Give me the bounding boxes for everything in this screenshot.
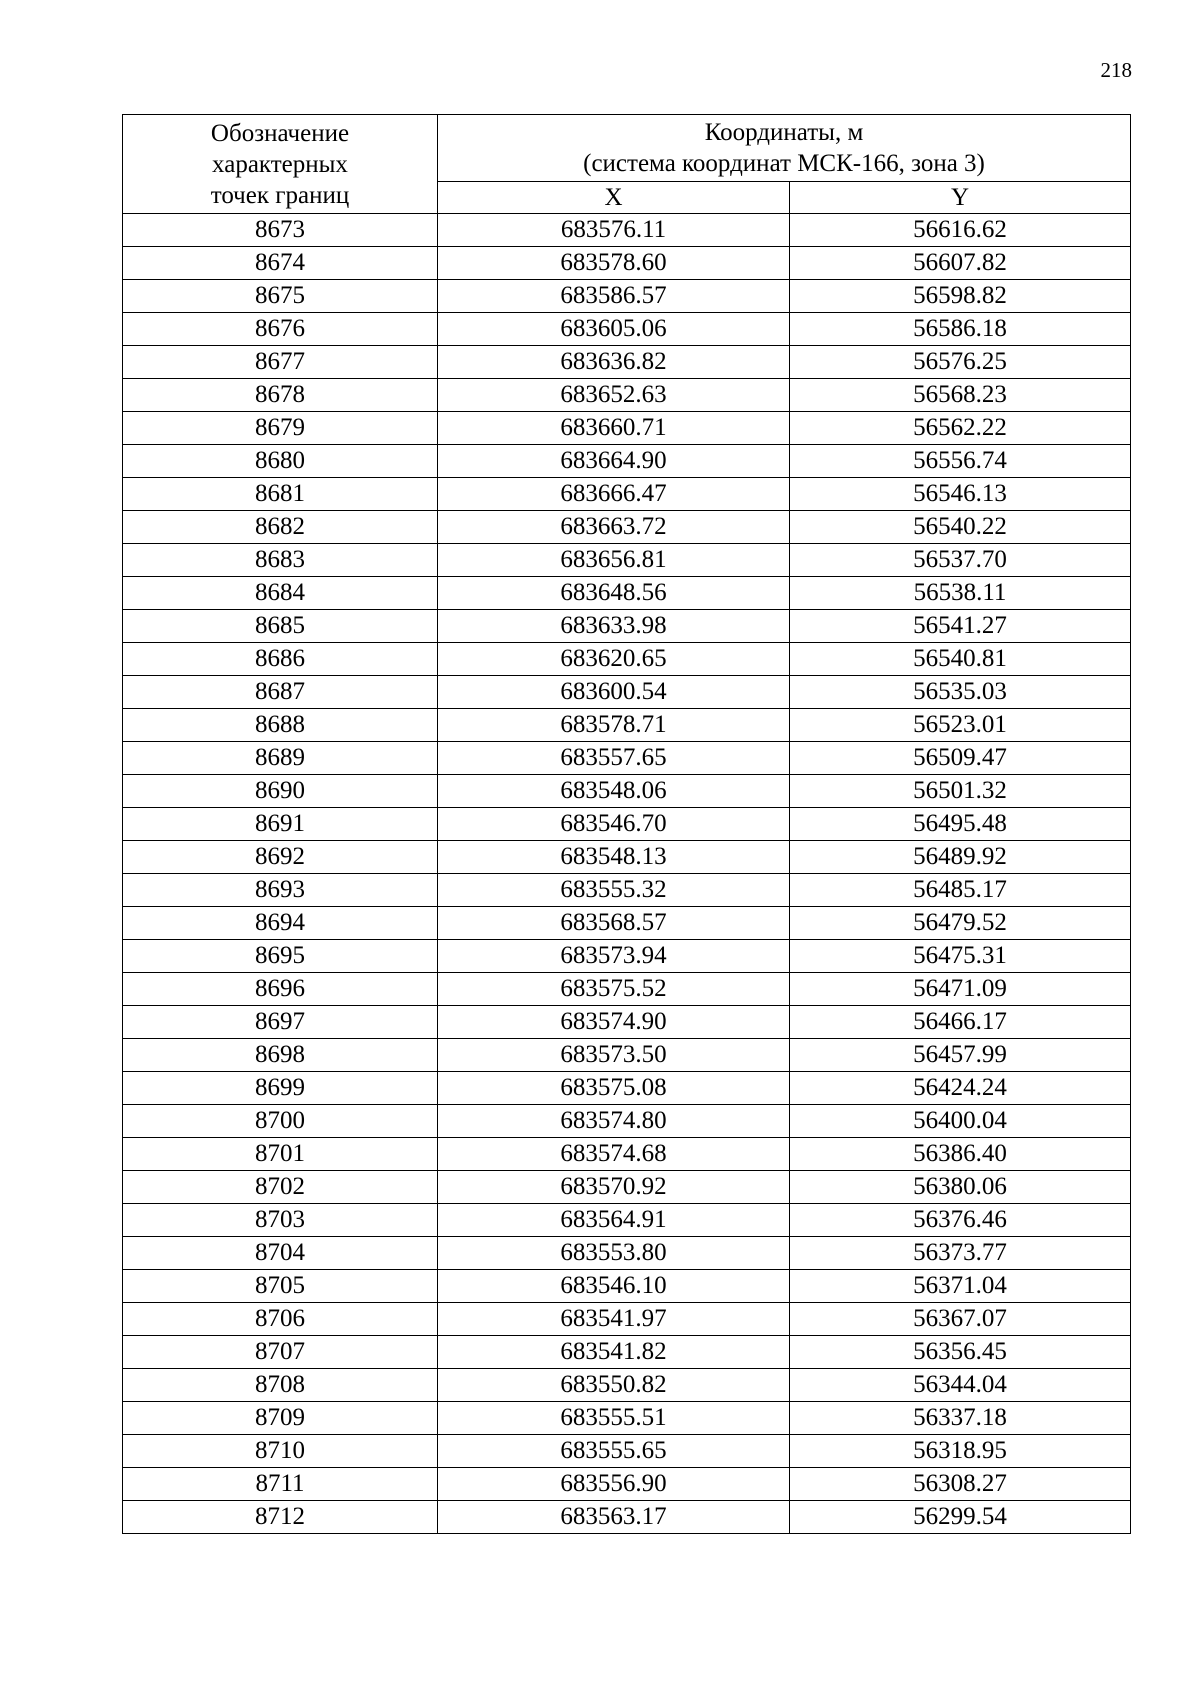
point-id-cell: 8690 <box>123 775 438 808</box>
coordinates-header <box>438 115 1131 182</box>
x-coordinate-cell: 683578.71 <box>438 709 790 742</box>
point-id-cell: 8701 <box>123 1138 438 1171</box>
table-row <box>123 280 1131 313</box>
x-coordinate-cell: 683586.57 <box>438 280 790 313</box>
point-id-cell: 8698 <box>123 1039 438 1072</box>
y-coordinate-cell: 56485.17 <box>790 874 1131 907</box>
table-row <box>123 1039 1131 1072</box>
point-id-cell: 8709 <box>123 1402 438 1435</box>
table-row <box>123 1303 1131 1336</box>
table-row <box>123 1105 1131 1138</box>
table-row <box>123 874 1131 907</box>
x-coordinate-cell: 683633.98 <box>438 610 790 643</box>
table-row <box>123 742 1131 775</box>
table-row <box>123 511 1131 544</box>
point-header-line-1: Обозначение <box>210 119 350 147</box>
y-coordinate-cell: 56540.81 <box>790 643 1131 676</box>
y-coordinate-cell: 56537.70 <box>790 544 1131 577</box>
y-coordinate-cell: 56308.27 <box>790 1468 1131 1501</box>
point-id-cell: 8691 <box>123 808 438 841</box>
point-id-cell: 8681 <box>123 478 438 511</box>
y-coordinate-cell: 56356.45 <box>790 1336 1131 1369</box>
x-coordinate-cell: 683573.94 <box>438 940 790 973</box>
point-id-cell: 8695 <box>123 940 438 973</box>
y-coordinate-cell: 56367.07 <box>790 1303 1131 1336</box>
table-row <box>123 1204 1131 1237</box>
point-id-cell: 8684 <box>123 577 438 610</box>
x-coordinate-cell: 683564.91 <box>438 1204 790 1237</box>
point-id-cell: 8703 <box>123 1204 438 1237</box>
y-coordinate-cell: 56540.22 <box>790 511 1131 544</box>
point-id-cell: 8702 <box>123 1171 438 1204</box>
x-coordinate-cell: 683652.63 <box>438 379 790 412</box>
x-coordinate-cell: 683574.80 <box>438 1105 790 1138</box>
point-id-cell: 8707 <box>123 1336 438 1369</box>
table-row <box>123 610 1131 643</box>
x-column-header: X <box>438 181 790 213</box>
point-id-cell: 8679 <box>123 412 438 445</box>
x-coordinate-cell: 683541.82 <box>438 1336 790 1369</box>
point-id-cell: 8708 <box>123 1369 438 1402</box>
x-coordinate-cell: 683573.50 <box>438 1039 790 1072</box>
x-coordinate-cell: 683636.82 <box>438 346 790 379</box>
point-id-cell: 8692 <box>123 841 438 874</box>
y-coordinate-cell: 56457.99 <box>790 1039 1131 1072</box>
table-row <box>123 478 1131 511</box>
x-coordinate-cell: 683568.57 <box>438 907 790 940</box>
table-row <box>123 1501 1131 1534</box>
y-coordinate-cell: 56495.48 <box>790 808 1131 841</box>
table-row <box>123 1171 1131 1204</box>
x-coordinate-cell: 683575.08 <box>438 1072 790 1105</box>
point-id-cell: 8687 <box>123 676 438 709</box>
point-id-cell: 8685 <box>123 610 438 643</box>
coordinates-header-line-2: (система координат МСК-166, зона 3) <box>583 149 985 177</box>
point-id-cell: 8677 <box>123 346 438 379</box>
table-row <box>123 643 1131 676</box>
page-number: 218 <box>1100 58 1132 82</box>
point-id-cell: 8705 <box>123 1270 438 1303</box>
point-id-cell: 8712 <box>123 1501 438 1534</box>
x-coordinate-cell: 683575.52 <box>438 973 790 1006</box>
coordinates-table <box>122 114 1131 1534</box>
y-coordinate-cell: 56616.62 <box>790 214 1131 247</box>
x-coordinate-cell: 683663.72 <box>438 511 790 544</box>
x-coordinate-cell: 683600.54 <box>438 676 790 709</box>
x-coordinate-cell: 683546.70 <box>438 808 790 841</box>
x-coordinate-cell: 683605.06 <box>438 313 790 346</box>
table-body <box>123 214 1131 1534</box>
table-row <box>123 379 1131 412</box>
y-coordinate-cell: 56501.32 <box>790 775 1131 808</box>
x-coordinate-cell: 683555.65 <box>438 1435 790 1468</box>
table-row <box>123 247 1131 280</box>
point-id-cell: 8689 <box>123 742 438 775</box>
y-coordinate-cell: 56562.22 <box>790 412 1131 445</box>
x-coordinate-cell: 683555.51 <box>438 1402 790 1435</box>
point-id-cell: 8704 <box>123 1237 438 1270</box>
y-coordinate-cell: 56489.92 <box>790 841 1131 874</box>
point-id-cell: 8680 <box>123 445 438 478</box>
y-coordinate-cell: 56373.77 <box>790 1237 1131 1270</box>
y-coordinate-cell: 56523.01 <box>790 709 1131 742</box>
x-coordinate-cell: 683660.71 <box>438 412 790 445</box>
y-column-header: Y <box>790 181 1131 213</box>
x-coordinate-cell: 683553.80 <box>438 1237 790 1270</box>
coordinates-header-line-1: Координаты, м <box>704 118 864 146</box>
table-row <box>123 973 1131 1006</box>
y-coordinate-cell: 56586.18 <box>790 313 1131 346</box>
y-coordinate-cell: 56556.74 <box>790 445 1131 478</box>
table-row <box>123 544 1131 577</box>
table-row <box>123 445 1131 478</box>
y-coordinate-cell: 56509.47 <box>790 742 1131 775</box>
x-coordinate-cell: 683570.92 <box>438 1171 790 1204</box>
table-row <box>123 1369 1131 1402</box>
y-coordinate-cell: 56607.82 <box>790 247 1131 280</box>
y-coordinate-cell: 56576.25 <box>790 346 1131 379</box>
y-coordinate-cell: 56471.09 <box>790 973 1131 1006</box>
y-coordinate-cell: 56337.18 <box>790 1402 1131 1435</box>
x-coordinate-cell: 683576.11 <box>438 214 790 247</box>
x-coordinate-cell: 683574.68 <box>438 1138 790 1171</box>
point-header-line-3: точек границ <box>210 181 350 209</box>
table-row <box>123 1468 1131 1501</box>
point-designation-header <box>123 115 438 214</box>
point-id-cell: 8674 <box>123 247 438 280</box>
y-coordinate-cell: 56380.06 <box>790 1171 1131 1204</box>
point-id-cell: 8675 <box>123 280 438 313</box>
point-header-line-2: характерных <box>212 150 348 178</box>
point-id-cell: 8706 <box>123 1303 438 1336</box>
table-row <box>123 940 1131 973</box>
point-id-cell: 8686 <box>123 643 438 676</box>
y-coordinate-cell: 56546.13 <box>790 478 1131 511</box>
point-id-cell: 8710 <box>123 1435 438 1468</box>
point-id-cell: 8688 <box>123 709 438 742</box>
x-coordinate-cell: 683550.82 <box>438 1369 790 1402</box>
y-coordinate-cell: 56479.52 <box>790 907 1131 940</box>
table-row <box>123 1138 1131 1171</box>
table-row <box>123 1435 1131 1468</box>
x-coordinate-cell: 683664.90 <box>438 445 790 478</box>
table-header <box>123 115 1131 214</box>
point-id-cell: 8711 <box>123 1468 438 1501</box>
y-coordinate-cell: 56386.40 <box>790 1138 1131 1171</box>
table-row <box>123 709 1131 742</box>
table-row <box>123 775 1131 808</box>
x-coordinate-cell: 683557.65 <box>438 742 790 775</box>
point-id-cell: 8676 <box>123 313 438 346</box>
x-coordinate-cell: 683548.13 <box>438 841 790 874</box>
x-coordinate-cell: 683656.81 <box>438 544 790 577</box>
point-id-cell: 8697 <box>123 1006 438 1039</box>
x-coordinate-cell: 683648.56 <box>438 577 790 610</box>
y-coordinate-cell: 56541.27 <box>790 610 1131 643</box>
table-row <box>123 676 1131 709</box>
y-coordinate-cell: 56299.54 <box>790 1501 1131 1534</box>
x-coordinate-cell: 683666.47 <box>438 478 790 511</box>
point-id-cell: 8678 <box>123 379 438 412</box>
point-id-cell: 8694 <box>123 907 438 940</box>
y-coordinate-cell: 56371.04 <box>790 1270 1131 1303</box>
point-id-cell: 8699 <box>123 1072 438 1105</box>
table-row <box>123 412 1131 445</box>
x-coordinate-cell: 683578.60 <box>438 247 790 280</box>
x-coordinate-cell: 683555.32 <box>438 874 790 907</box>
table-row <box>123 1237 1131 1270</box>
point-id-cell: 8700 <box>123 1105 438 1138</box>
table-row <box>123 577 1131 610</box>
x-coordinate-cell: 683546.10 <box>438 1270 790 1303</box>
table-row <box>123 214 1131 247</box>
point-id-cell: 8696 <box>123 973 438 1006</box>
table-row <box>123 1336 1131 1369</box>
y-coordinate-cell: 56400.04 <box>790 1105 1131 1138</box>
y-coordinate-cell: 56568.23 <box>790 379 1131 412</box>
table-row <box>123 907 1131 940</box>
point-id-cell: 8682 <box>123 511 438 544</box>
y-coordinate-cell: 56344.04 <box>790 1369 1131 1402</box>
table-row <box>123 841 1131 874</box>
y-coordinate-cell: 56535.03 <box>790 676 1131 709</box>
point-id-cell: 8683 <box>123 544 438 577</box>
y-coordinate-cell: 56424.24 <box>790 1072 1131 1105</box>
table-row <box>123 808 1131 841</box>
y-coordinate-cell: 56598.82 <box>790 280 1131 313</box>
table-row <box>123 1402 1131 1435</box>
x-coordinate-cell: 683541.97 <box>438 1303 790 1336</box>
y-coordinate-cell: 56466.17 <box>790 1006 1131 1039</box>
table-row <box>123 313 1131 346</box>
point-id-cell: 8693 <box>123 874 438 907</box>
table-row <box>123 346 1131 379</box>
y-coordinate-cell: 56318.95 <box>790 1435 1131 1468</box>
x-coordinate-cell: 683548.06 <box>438 775 790 808</box>
y-coordinate-cell: 56538.11 <box>790 577 1131 610</box>
y-coordinate-cell: 56376.46 <box>790 1204 1131 1237</box>
table-row <box>123 1270 1131 1303</box>
table-row <box>123 1072 1131 1105</box>
x-coordinate-cell: 683620.65 <box>438 643 790 676</box>
point-id-cell: 8673 <box>123 214 438 247</box>
table-row <box>123 1006 1131 1039</box>
x-coordinate-cell: 683563.17 <box>438 1501 790 1534</box>
y-coordinate-cell: 56475.31 <box>790 940 1131 973</box>
x-coordinate-cell: 683556.90 <box>438 1468 790 1501</box>
x-coordinate-cell: 683574.90 <box>438 1006 790 1039</box>
